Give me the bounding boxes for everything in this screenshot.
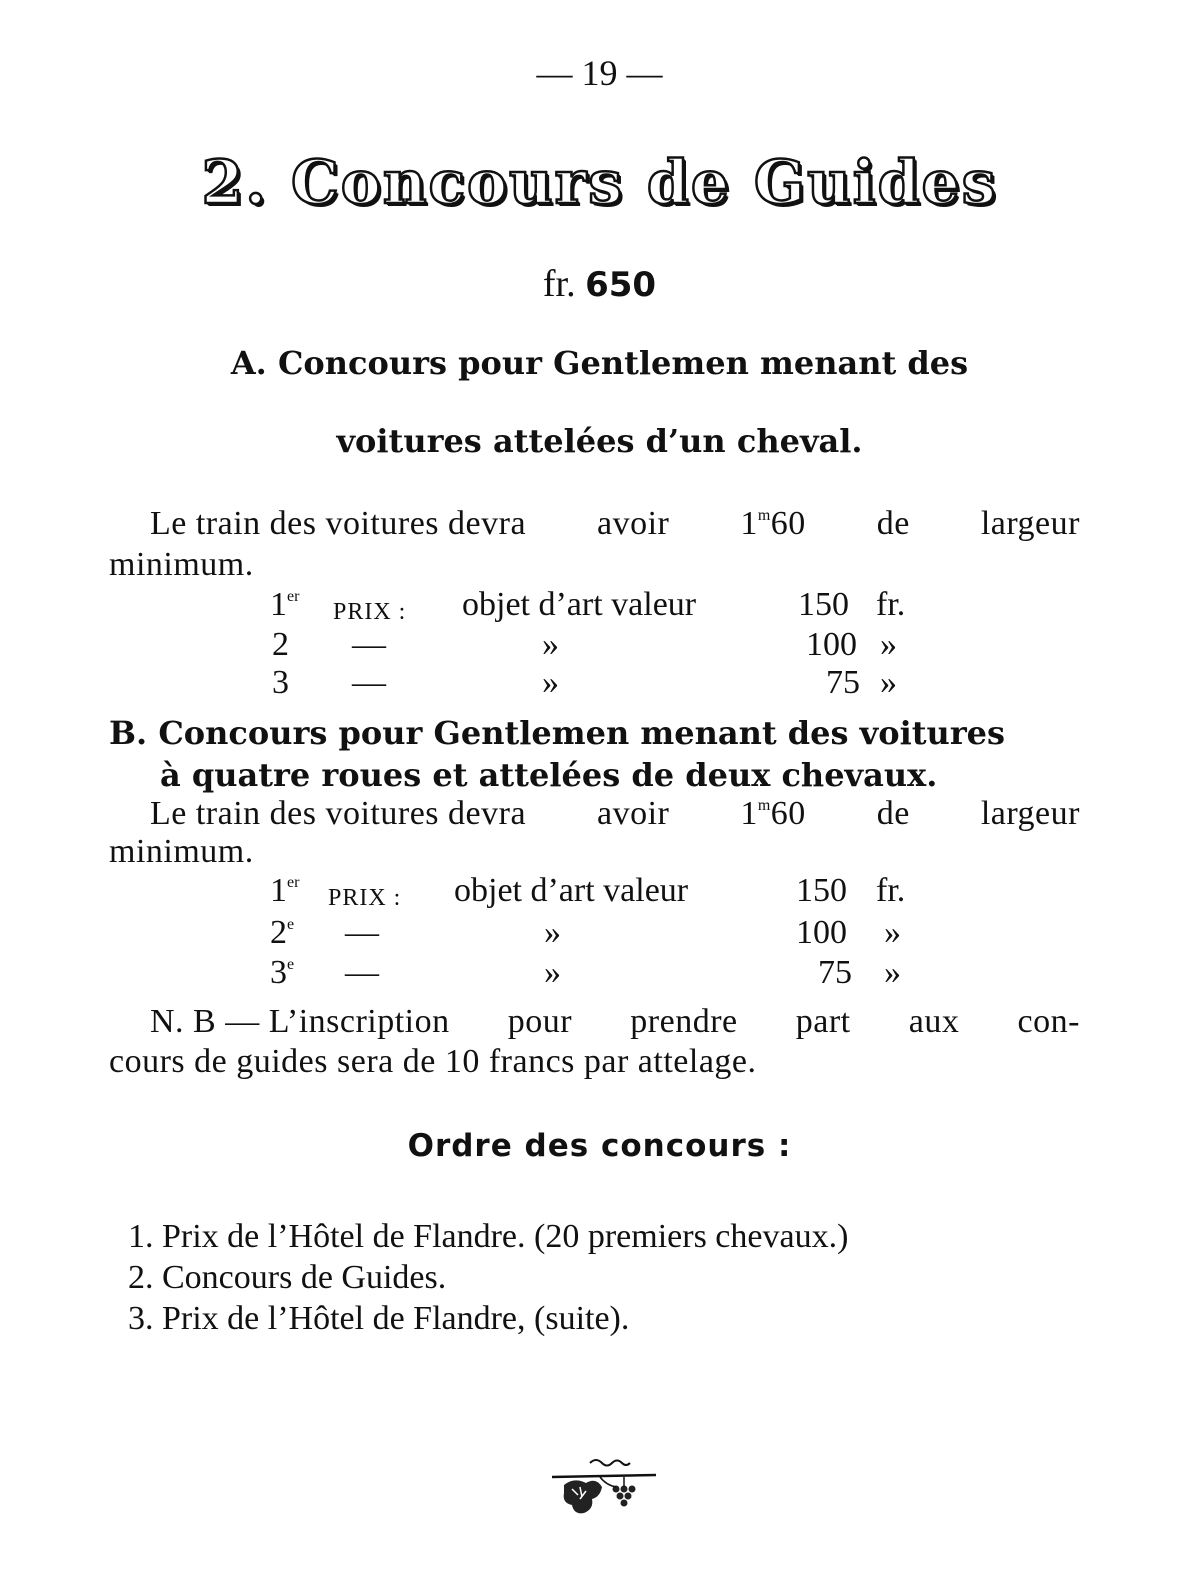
prize-label: PRIX :: [328, 885, 402, 911]
note-word: pour: [507, 1003, 573, 1040]
prize-label: —: [352, 664, 386, 701]
section-a-text-line2: minimum.: [109, 546, 254, 583]
note-word: N. B — L’inscription: [150, 1003, 450, 1040]
prize-desc: »: [544, 914, 561, 951]
text-word: avoir: [597, 505, 670, 542]
prize-label: —: [352, 626, 386, 663]
prize-desc: objet d’art valeur: [462, 586, 697, 623]
prize-amount: 150: [796, 872, 847, 909]
page-number: — 19 —: [536, 53, 663, 93]
prize-label: —: [345, 954, 379, 991]
prize-unit: fr.: [876, 872, 906, 909]
prize-amount: 100: [796, 914, 847, 951]
order-item: 3. Prix de l’Hôtel de Flandre, (suite).: [128, 1300, 630, 1337]
prize-rank: 1er: [270, 872, 300, 909]
section-a-heading-line1: A. Concours pour Gentlemen menant des: [230, 344, 969, 382]
section-b-heading-line1: B. Concours pour Gentlemen menant des voitures: [109, 714, 1006, 752]
prize-desc: »: [542, 664, 559, 701]
text-word: largeur: [980, 795, 1080, 832]
prize-amount: 75: [818, 954, 852, 991]
note-word: prendre: [630, 1003, 738, 1040]
grape-vine-ornament-icon: [550, 1455, 660, 1540]
prize-amount: 100: [806, 626, 857, 663]
width-value: 1$^m$60: [740, 795, 806, 832]
text-word: de: [876, 795, 910, 832]
text-word: largeur: [980, 505, 1080, 542]
prize-rank: 3e: [270, 954, 295, 991]
order-heading: Ordre des concours :: [407, 1128, 792, 1164]
text-word: avoir: [597, 795, 670, 832]
prize-desc: objet d’art valeur: [454, 872, 689, 909]
prize-unit: »: [880, 664, 897, 701]
section-b-text-line1: [150, 795, 1080, 833]
prize-desc: »: [542, 626, 559, 663]
text-word: Le train des voitures devra: [150, 795, 527, 832]
section-b-heading-line2: à quatre roues et attelées de deux chevaux.: [160, 756, 938, 794]
prize-amount: 75: [826, 664, 860, 701]
prize-unit: fr.: [876, 586, 906, 623]
note-word: con-: [1017, 1003, 1080, 1040]
page-title: 2. Concours de Guides: [201, 148, 998, 218]
note-word: aux: [908, 1003, 960, 1040]
text-word: de: [876, 505, 910, 542]
prize-label: —: [345, 914, 379, 951]
order-item: 2. Concours de Guides.: [128, 1259, 447, 1296]
prize-rank: 3: [272, 664, 289, 701]
amount-value: 650: [585, 265, 657, 305]
prize-rank: 2e: [270, 914, 295, 951]
text-word: Le train des voitures devra: [150, 505, 527, 542]
order-item: 1. Prix de l’Hôtel de Flandre. (20 premiers chevaux.): [128, 1218, 849, 1255]
prize-label: PRIX :: [333, 599, 407, 625]
section-b-text-line2: minimum.: [109, 833, 254, 870]
note-line2: cours de guides sera de 10 francs par attelage.: [109, 1043, 757, 1080]
prize-rank: 1er: [270, 586, 300, 623]
prize-unit: »: [884, 914, 901, 951]
prize-desc: »: [544, 954, 561, 991]
prize-rank: 2: [272, 626, 289, 663]
total-amount: [0, 262, 1199, 306]
note-line1: [150, 1003, 1080, 1041]
note-word: part: [795, 1003, 851, 1040]
prize-unit: »: [884, 954, 901, 991]
width-unit: m: [757, 797, 771, 814]
width-unit: m: [757, 507, 771, 524]
section-a-text-line1: [150, 505, 1080, 543]
section-a-heading-line2: voitures attelées d’un cheval.: [336, 422, 863, 460]
prize-amount: 150: [798, 586, 849, 623]
amount-prefix: fr.: [542, 263, 576, 305]
prize-unit: »: [880, 626, 897, 663]
width-value: 1$^m$60: [740, 505, 806, 542]
